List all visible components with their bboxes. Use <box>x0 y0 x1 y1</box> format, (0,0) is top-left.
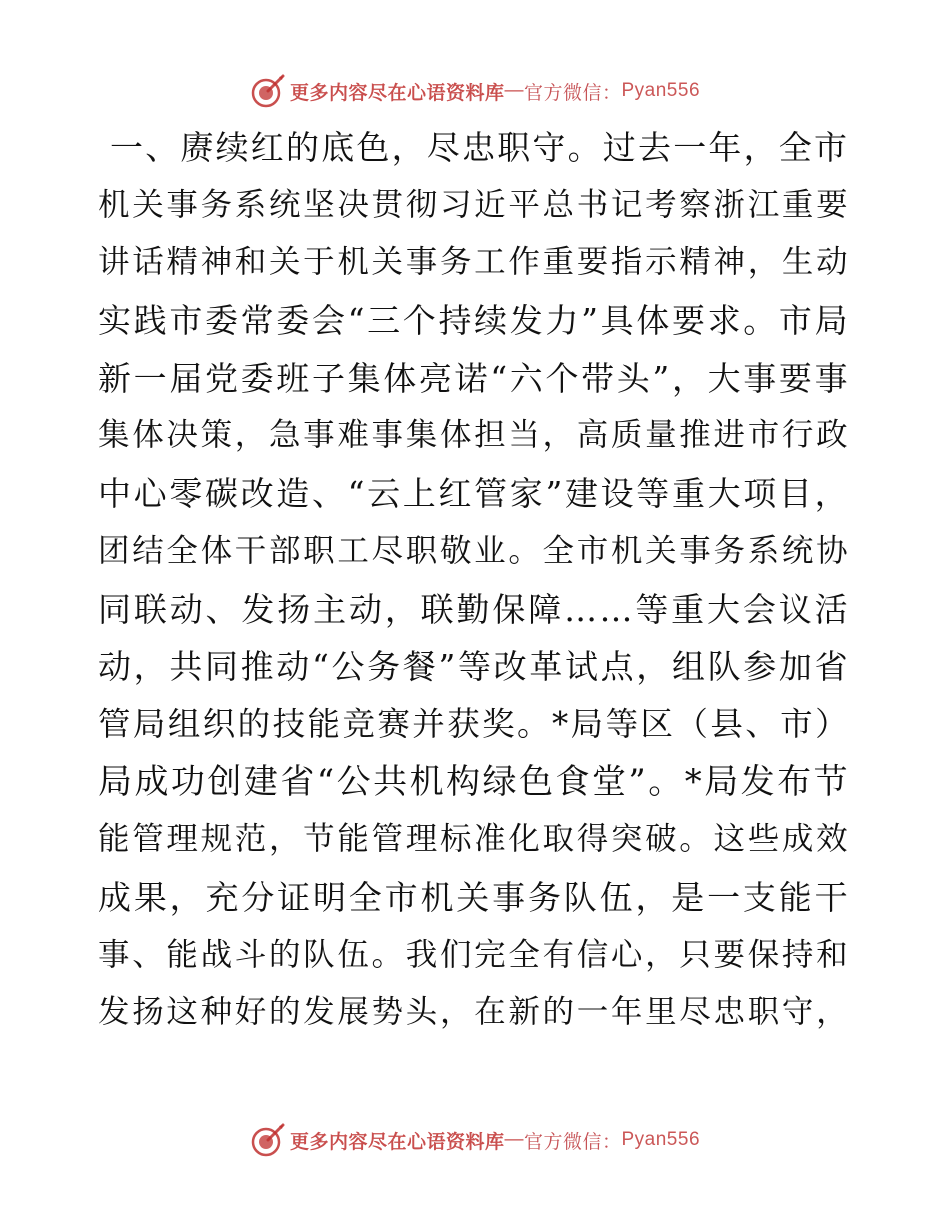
text-line: 动，共同推动“公务餐”等改革试点，组队参加省 <box>98 647 850 687</box>
footer-watermark <box>0 1120 950 1160</box>
text-line: 集体决策，急事难事集体担当，高质量推进市行政 <box>98 417 850 454</box>
watermark-wechat-label: 官方微信： <box>523 1131 622 1153</box>
watermark-separator: — <box>504 80 524 101</box>
header-watermark <box>0 71 950 111</box>
text-line: 同联动、发扬主动，联勤保障……等重大会议活 <box>98 589 850 629</box>
watermark-wechat-id: Pyan556 <box>621 1129 701 1150</box>
watermark-text: 更多内容尽在心语资料库 <box>289 82 505 104</box>
text-line: 成果，充分证明全市机关事务队伍，是一支能干 <box>98 877 850 917</box>
text-line: 团结全体干部职工尽职敬业。全市机关事务系统协 <box>98 532 850 569</box>
text-line: 发扬这种好的发展势头，在新的一年里尽忠职守， <box>98 994 850 1031</box>
text-line: 新一届党委班子集体亮诺“六个带头”，大事要事 <box>98 358 850 398</box>
text-line: 局成功创建省“公共机构绿色食堂”。*局发布节 <box>98 761 850 802</box>
red-pen-seal-icon <box>250 1122 286 1158</box>
text-line: 管局组织的技能竞赛并获奖。*局等区（县、市） <box>98 704 850 743</box>
text-line: 事、能战斗的队伍。我们完全有信心，只要保持和 <box>98 936 850 973</box>
watermark-text: 更多内容尽在心语资料库 <box>289 1131 505 1153</box>
text-line: 讲话精神和关于机关事务工作重要指示精神，生动 <box>98 244 850 281</box>
watermark-wechat-label: 官方微信： <box>523 82 622 104</box>
watermark-separator: — <box>504 1129 524 1150</box>
text-line: 实践市委常委会“三个持续发力”具体要求。市局 <box>98 301 850 341</box>
text-line: 能管理规范，节能管理标准化取得突破。这些成效 <box>98 821 850 858</box>
text-line: 机关事务系统坚决贯彻习近平总书记考察浙江重要 <box>98 186 850 223</box>
red-pen-seal-icon <box>250 73 286 109</box>
document-body <box>98 119 850 1042</box>
watermark-wechat-id: Pyan556 <box>621 80 701 101</box>
text-line: 中心零碳改造、“云上红管家”建设等重大项目， <box>98 474 850 514</box>
text-line: 一、赓续红的底色，尽忠职守。过去一年，全市 <box>110 128 850 167</box>
